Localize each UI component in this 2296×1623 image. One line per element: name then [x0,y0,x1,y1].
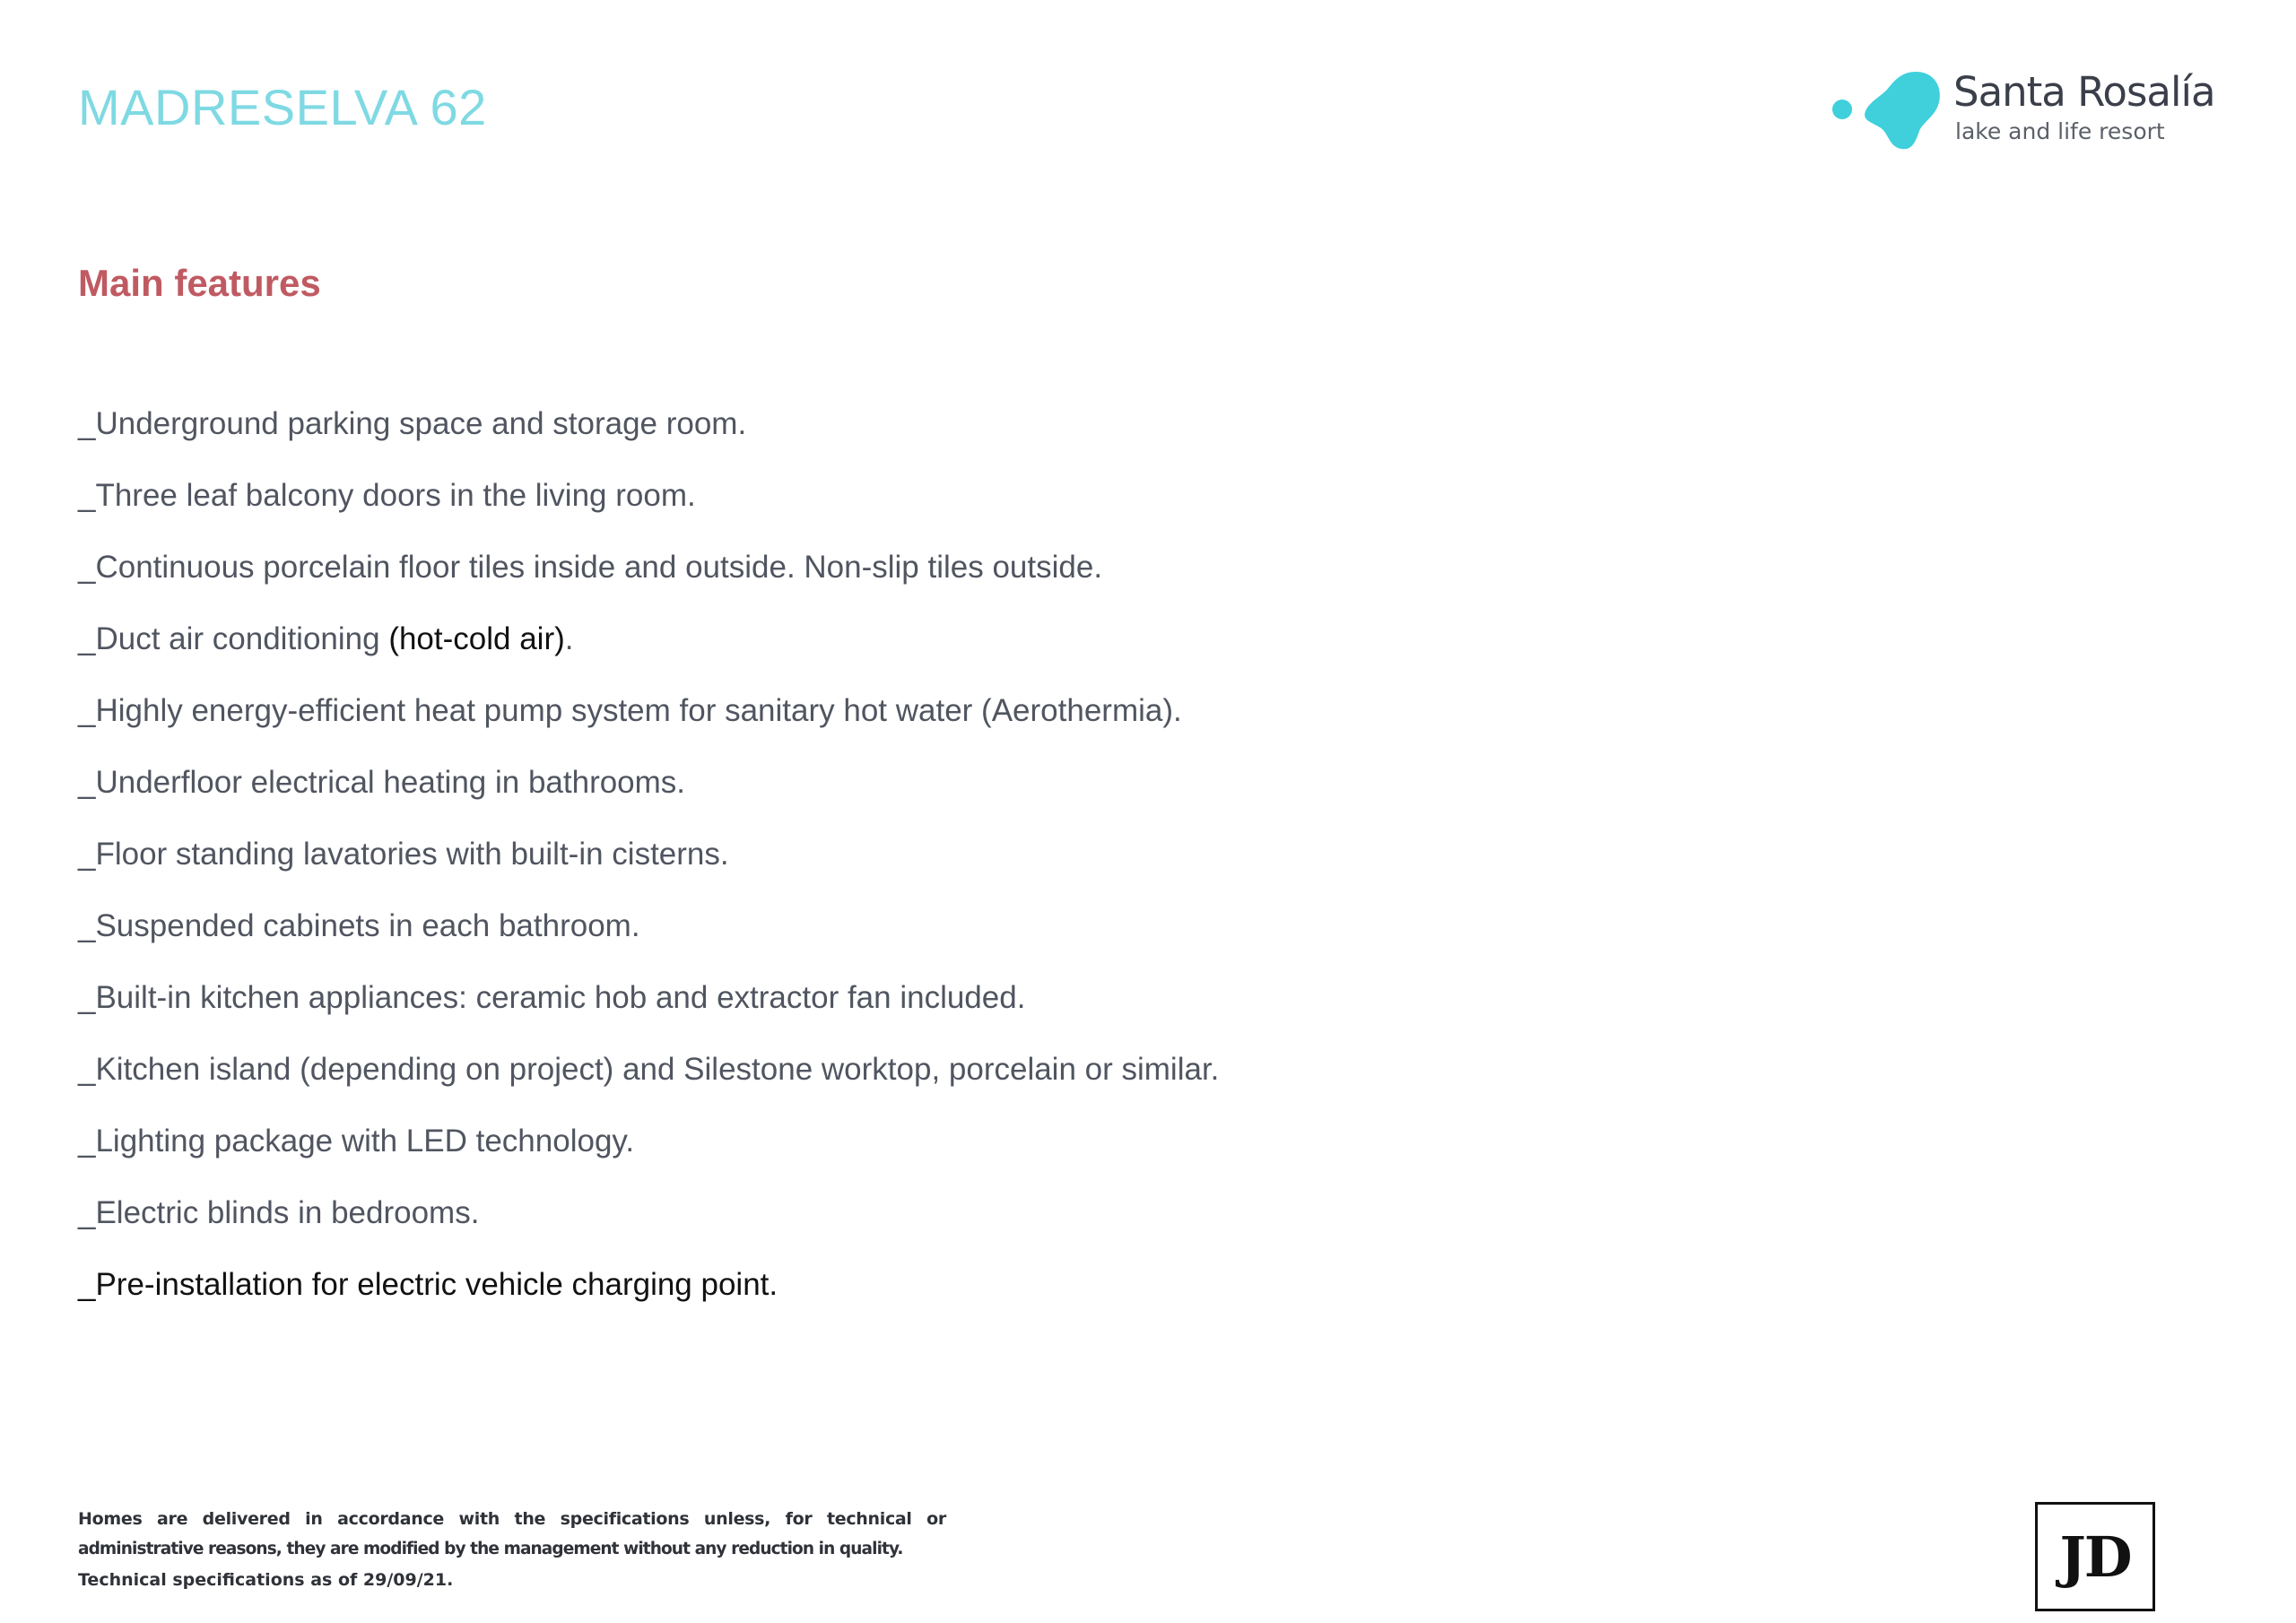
feature-item [78,1125,1219,1197]
feature-item [78,1054,1219,1125]
water-drop-logo-icon [1830,65,1946,154]
feature-item [78,982,1219,1054]
feature-text: _Continuous porcelain floor tiles inside and outside. Non-slip tiles outside. [78,550,1103,585]
feature-item [78,1197,1219,1269]
feature-text: _Suspended cabinets in each bathroom. [78,908,640,943]
footnote [78,1504,946,1595]
feature-item [78,408,1219,480]
logo-name: Santa Rosalía [1953,68,2215,116]
feature-text: _Built-in kitchen appliances: ceramic hob and extractor fan included. [78,980,1026,1015]
feature-text: _Underground parking space and storage room. [78,406,747,441]
feature-text: _Three leaf balcony doors in the living room. [78,478,696,513]
feature-text: _Kitchen island (depending on project) and Silestone worktop, porcelain or similar. [78,1052,1220,1087]
feature-item [78,551,1219,623]
features-list [78,408,1219,1341]
feature-text: _Pre-installation for electric vehicle charging point. [78,1267,778,1302]
feature-item [78,480,1219,551]
feature-text: _Floor standing lavatories with built-in cisterns. [78,837,729,872]
feature-item [78,1269,1219,1341]
santa-rosalia-logo [1830,65,2233,154]
feature-item [78,910,1219,982]
feature-text: _Underfloor electrical heating in bathrooms. [78,765,686,800]
feature-item [78,623,1219,695]
feature-text: _Lighting package with LED technology. [78,1124,635,1159]
feature-item [78,838,1219,910]
feature-text: _Highly energy-efficient heat pump system for sanitary hot water (Aerothermia). [78,693,1182,728]
jd-stamp: JD [2035,1502,2155,1611]
feature-text: _Electric blinds in bedrooms. [78,1195,480,1230]
feature-item [78,695,1219,767]
feature-highlight: (hot-cold air) [388,621,565,656]
logo-tagline: lake and life resort [1955,118,2165,144]
feature-item [78,767,1219,838]
feature-text: _Duct air conditioning [78,621,389,656]
section-heading: Main features [78,262,321,304]
footnote-line: Technical specifications as of 29/09/21. [78,1570,454,1590]
page-title: MADRESELVA 62 [78,79,487,135]
feature-text-end: . [564,621,574,656]
footnote-line: administrative reasons, they are modified by the management without any reduction in quality. [78,1540,903,1558]
footnote-line: Homes are delivered in accordance with the specifications unless, for technical or [78,1509,946,1529]
